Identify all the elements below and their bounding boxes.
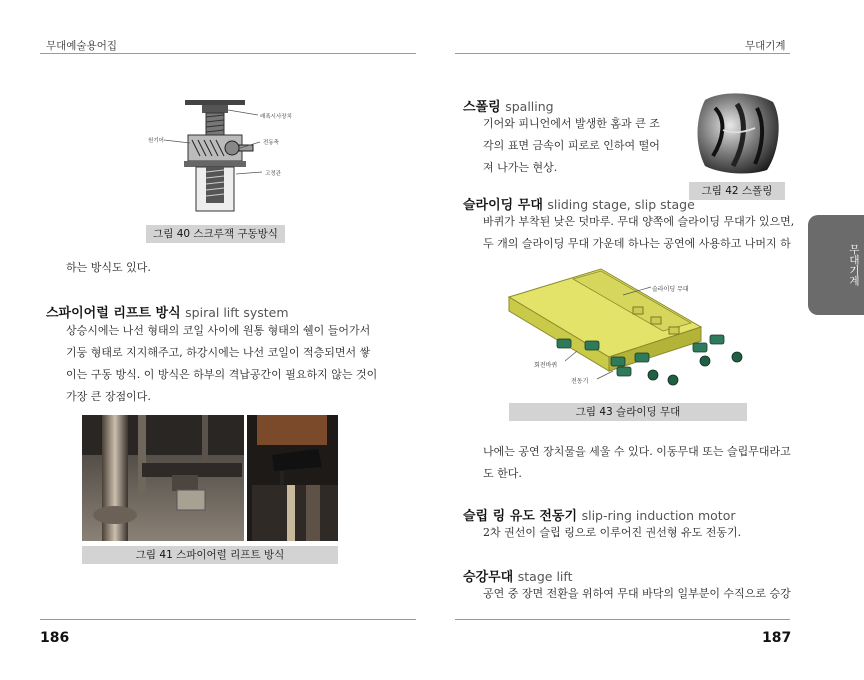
figure-42-caption: 그림 42 스폴링 [689,182,785,200]
running-header-right: 무대기계 [745,40,786,52]
fig43-label-wheel: 회전바퀴 [534,362,558,369]
term-stage-lift-ko: 승강무대 [463,570,514,585]
section-side-tab[interactable]: 무대기계 [808,215,864,315]
figure-41-photos [82,415,338,541]
fig40-label-top-right: 래폭시사장치 [260,114,292,120]
term-spiral-lift-en: spiral lift system [185,305,289,320]
slipring-definition [483,522,741,544]
spiral-line: 기둥 형태로 지지해주고, 하강시에는 나선 코일이 적층되면서 쌓 [66,346,371,359]
fig40-label-left: 원기어 [148,138,164,144]
figure-41-caption: 그림 41 스파이어럴 리프트 방식 [82,546,338,564]
spalling-line: 져 나가는 현상. [483,161,558,174]
sliding-definition [483,211,794,255]
sliding-cont-line: 도 한다. [483,467,522,480]
term-spalling-en: spalling [505,99,554,114]
fig43-label-deck: 슬라이딩 무대 [652,286,689,293]
page-number-right: 187 [762,630,792,646]
stagelift-line: 공연 중 장면 전환을 위하여 무대 바닥의 일부분이 수직으로 승강 [483,587,791,600]
figure-43-caption: 그림 43 슬라이딩 무대 [509,403,747,421]
sliding-line: 바퀴가 부착된 낮은 덧마루. 무대 양쪽에 슬라이딩 무대가 있으면, [483,215,795,228]
sliding-line: 두 개의 슬라이딩 무대 가운데 하나는 공연에 사용하고 나머지 하 [483,237,791,250]
page-number-left: 186 [40,630,70,646]
term-slip-ring-motor-ko: 슬립 링 유도 전동기 [463,509,578,524]
term-sliding-stage-en: sliding stage, slip stage [547,197,695,212]
header-rule-right [455,53,790,54]
sliding-cont-line: 나에는 공연 장치물을 세울 수 있다. 이동무대 또는 슬립무대라고 [483,445,791,458]
term-stage-lift-en: stage lift [517,569,573,584]
continuation-text: 하는 방식도 있다. [66,261,151,274]
footer-rule-left [40,619,416,620]
spalling-line: 각의 표면 금속이 피로로 인하여 떨어 [483,139,660,152]
term-spiral-lift [46,302,289,321]
figure-40-caption: 그림 40 스크루잭 구동방식 [146,225,285,243]
stagelift-definition [483,583,791,605]
term-spiral-lift-ko: 스파이어럴 리프트 방식 [46,306,181,321]
spiral-line: 가장 큰 장점이다. [66,390,151,403]
sliding-continuation [483,441,791,485]
spalling-line: 기어와 피니언에서 발생한 홈과 큰 조 [483,117,660,130]
spiral-definition [66,320,377,408]
term-sliding-stage-ko: 슬라이딩 무대 [463,198,543,213]
spiral-line: 이는 구동 방식. 이 방식은 하부의 격납공간이 필요하지 않는 것이 [66,368,378,381]
spiral-line: 상승시에는 나선 형태의 코일 사이에 원통 형태의 쉘이 들어가서 [66,324,371,337]
figure-40-screw-jack-diagram [140,88,320,218]
footer-rule-right [455,619,790,620]
fig43-label-motor: 전동기 [571,378,589,385]
spalling-definition [483,113,660,179]
fig40-label-bottom-right: 고정관 [265,171,281,177]
header-rule-left [40,53,416,54]
running-header-left: 무대예술용어집 [46,40,118,52]
slipring-line: 2차 권선이 슬립 링으로 이루어진 권선형 유도 전동기. [483,526,742,539]
figure-43-sliding-stage-diagram [505,265,755,395]
figure-42-spalling-photo [693,90,783,174]
fig40-label-mid-right: 전동축 [263,140,279,146]
term-slip-ring-motor-en: slip-ring induction motor [581,508,736,523]
term-spalling-ko: 스폴링 [463,100,501,115]
